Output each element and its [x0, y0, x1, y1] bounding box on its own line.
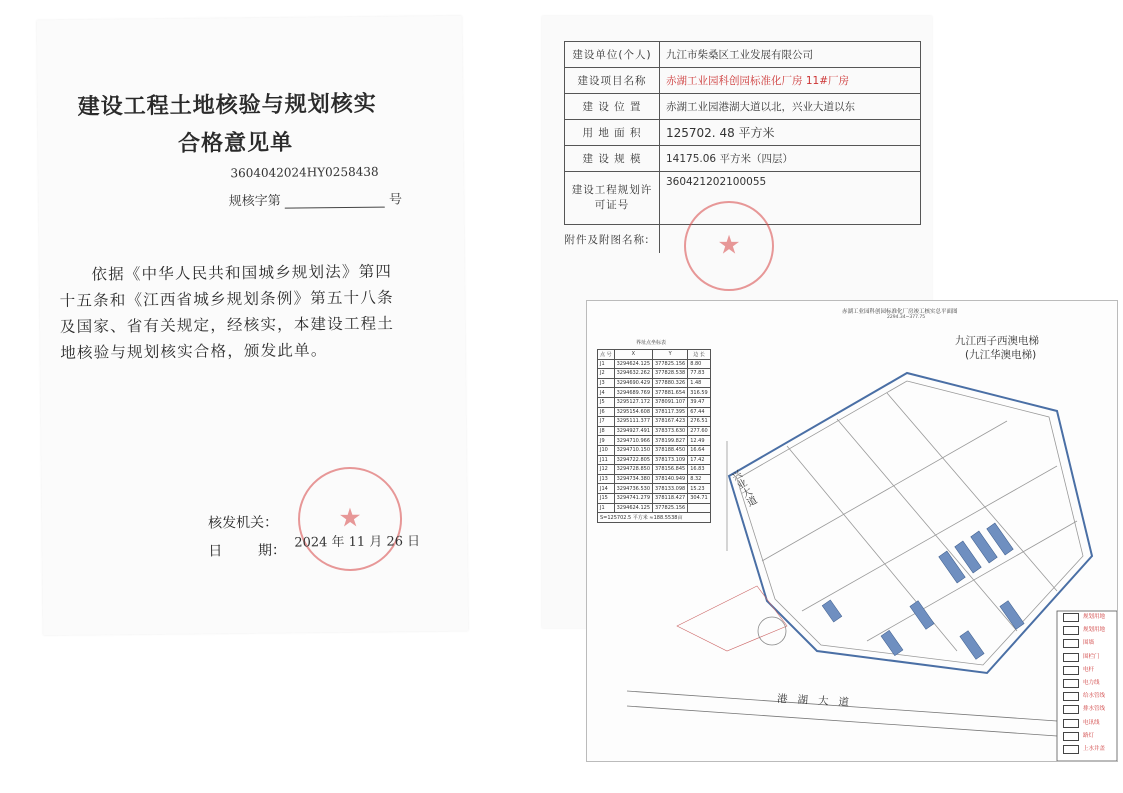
plaza-area	[677, 586, 787, 651]
point-x: 3294624.125	[614, 359, 652, 369]
edge-length: 77.83	[688, 369, 711, 379]
info-row	[565, 94, 921, 120]
point-id: J6	[598, 407, 615, 417]
point-y: 378199.827	[653, 436, 688, 446]
info-label: 用 地 面 积	[565, 120, 660, 146]
point-x: 3295111.377	[614, 417, 652, 427]
coord-row	[598, 426, 711, 436]
legend-label: 围栏门	[1083, 653, 1100, 660]
coord-row	[598, 474, 711, 484]
info-row	[565, 120, 921, 146]
info-row	[565, 146, 921, 172]
edge-length: 8.32	[688, 474, 711, 484]
coord-row	[598, 465, 711, 475]
point-x: 3294710.150	[614, 445, 652, 455]
coord-row	[598, 369, 711, 379]
legend-label: 路灯	[1083, 732, 1095, 739]
point-id: J13	[598, 474, 615, 484]
legend-swatch	[1063, 666, 1079, 675]
point-x: 3294689.769	[614, 388, 652, 398]
info-value: 125702. 48 平方米	[660, 120, 921, 146]
point-x: 3295154.608	[614, 407, 652, 417]
coord-row	[598, 445, 711, 455]
legend-label: 电讯线	[1083, 719, 1100, 726]
date-label: 日 期：	[208, 542, 287, 560]
point-id: J5	[598, 397, 615, 407]
certificate-title-line2: 合格意见单	[177, 130, 294, 157]
edge-length: 67.44	[688, 407, 711, 417]
legend-label: 排水管线	[1083, 706, 1106, 713]
legend-swatch	[1063, 719, 1079, 728]
issuer-label: 核发机关：	[207, 514, 279, 532]
legend-swatch	[1063, 653, 1079, 662]
body-line-3: 及国家、省有关规定，经核实，本建设工程土	[59, 314, 395, 337]
building-blocks	[822, 523, 1024, 659]
coord-row	[598, 359, 711, 369]
legend-swatch	[1063, 705, 1079, 714]
coord-footer-row	[598, 513, 711, 523]
edge-length: 16.83	[688, 465, 711, 475]
internal-road	[802, 466, 1057, 611]
coord-row	[598, 484, 711, 494]
legend-label: 电杆	[1083, 666, 1095, 673]
point-x: 3294734.380	[614, 474, 652, 484]
legend-swatch	[1063, 679, 1079, 688]
coord-row	[598, 388, 711, 398]
point-x: 3294722.805	[614, 455, 652, 465]
legend-label: 上水井盖	[1083, 746, 1106, 752]
point-x: 3294736.530	[614, 484, 652, 494]
internal-road	[762, 421, 1007, 561]
info-label: 建设单位(个人)	[565, 42, 660, 68]
point-id: J1	[598, 359, 615, 369]
edge-length: 8.80	[688, 359, 711, 369]
road-edge	[627, 706, 1057, 736]
roundabout	[758, 617, 786, 645]
approval-certificate	[37, 16, 468, 635]
legend-swatch	[1063, 626, 1079, 635]
point-y: 378117.395	[653, 407, 688, 417]
coord-row	[598, 417, 711, 427]
body-line-4: 地核验与规划核实合格，颁发此单。	[60, 341, 328, 363]
internal-road	[837, 419, 1017, 631]
point-x: 3294624.125	[614, 503, 652, 513]
edge-length: 1.48	[688, 378, 711, 388]
info-value: 九江市柴桑区工业发展有限公司	[660, 42, 921, 68]
coord-row	[598, 378, 711, 388]
point-y: 377880.326	[653, 378, 688, 388]
coord-table-body	[598, 359, 711, 513]
point-id: J12	[598, 465, 615, 475]
legend-label: 围墙	[1083, 640, 1095, 647]
point-y: 378091.107	[653, 397, 688, 407]
point-id: J1	[598, 503, 615, 513]
map-title: 赤湖工业园科创园标准化厂房竣工核实总平面图	[842, 309, 958, 315]
legend-label: 电力线	[1083, 680, 1100, 686]
edge-length: 316.59	[688, 388, 711, 398]
elevator-company-label-alt: (九江华澳电梯)	[965, 349, 1037, 361]
coordinate-table	[597, 349, 711, 523]
point-y: 378188.450	[653, 445, 688, 455]
point-id: J11	[598, 455, 615, 465]
point-y: 378118.427	[653, 493, 688, 503]
info-value: 360421202100055	[666, 176, 767, 188]
point-x: 3294927.491	[614, 426, 652, 436]
info-label: 建 设 位 置	[565, 94, 660, 120]
coord-header-row	[598, 350, 711, 360]
issue-date: 2024 年 11 月 26 日	[294, 534, 421, 551]
point-y: 377825.156	[653, 359, 688, 369]
point-x: 3295127.172	[614, 397, 652, 407]
point-y: 377881.654	[653, 388, 688, 398]
info-label: 附件及附图名称:	[565, 225, 660, 254]
point-y: 377825.156	[653, 503, 688, 513]
point-y: 378167.423	[653, 417, 688, 427]
point-id: J10	[598, 445, 615, 455]
certificate-body	[59, 259, 394, 366]
point-y: 378173.109	[653, 455, 688, 465]
seal-star-icon: ★	[717, 230, 741, 261]
legend-swatch	[1063, 692, 1079, 701]
info-value: 14175.06 平方米（四层）	[660, 146, 921, 172]
coord-header: 边 长	[688, 350, 711, 360]
edge-length	[688, 503, 711, 513]
point-id: J4	[598, 388, 615, 398]
coord-header: Y	[653, 350, 688, 360]
legend-swatch	[1063, 613, 1079, 622]
edge-length: 17.42	[688, 455, 711, 465]
info-label: 建 设 规 模	[565, 146, 660, 172]
info-value: 赤湖工业园科创园标准化厂房 11#厂房	[660, 68, 921, 94]
permit-suffix: 号	[388, 192, 403, 208]
map-subtitle: 2294.34~377.75	[887, 315, 926, 320]
point-y: 377828.538	[653, 369, 688, 379]
point-id: J9	[598, 436, 615, 446]
info-row	[565, 42, 921, 68]
permit-number-blank	[285, 195, 385, 209]
coord-row	[598, 407, 711, 417]
area-total: S=125702.5 平方米 ≈188.5538亩	[598, 513, 711, 523]
edge-length: 16.64	[688, 445, 711, 455]
point-x: 3294728.850	[614, 465, 652, 475]
edge-length: 12.49	[688, 436, 711, 446]
point-id: J3	[598, 378, 615, 388]
info-value: 赤湖工业园港湖大道以北，兴业大道以东	[660, 94, 921, 120]
info-label: 建设工程规划许可证号	[565, 172, 660, 225]
coord-header: X	[614, 350, 652, 360]
point-x: 3294690.429	[614, 378, 652, 388]
body-line-2: 十五条和《江西省城乡规划条例》第五十八条	[59, 288, 394, 311]
info-row	[565, 68, 921, 94]
coord-table-caption: 界址点坐标表	[635, 340, 666, 346]
coord-row	[598, 436, 711, 446]
edge-length: 276.51	[688, 417, 711, 427]
elevator-company-label: 九江西子西澳电梯	[955, 335, 1039, 347]
point-y: 378140.949	[653, 474, 688, 484]
edge-length: 277.60	[688, 426, 711, 436]
point-x: 3294710.966	[614, 436, 652, 446]
permit-prefix: 规核字第	[228, 193, 281, 210]
edge-length: 15.23	[688, 484, 711, 494]
certificate-title-line1: 建设工程土地核验与规划核实	[77, 91, 377, 120]
body-line-1: 依据《中华人民共和国城乡规划法》第四	[91, 262, 393, 284]
point-y: 378373.630	[653, 426, 688, 436]
edge-length: 39.47	[688, 397, 711, 407]
legend-swatch	[1063, 732, 1079, 741]
point-y: 378133.098	[653, 484, 688, 494]
official-seal	[297, 466, 402, 571]
point-x: 3294632.262	[614, 369, 652, 379]
road-label-ganghu: 港湖大道	[776, 692, 860, 710]
serial-number: 3604042024HY0258438	[230, 164, 379, 181]
permit-number-field	[229, 188, 403, 209]
coord-row	[598, 503, 711, 513]
seal-star-icon: ★	[338, 503, 362, 534]
point-id: J8	[598, 426, 615, 436]
coord-row	[598, 493, 711, 503]
legend-label: 规划用地	[1083, 614, 1106, 620]
point-x: 3294741.279	[614, 493, 652, 503]
point-id: J7	[598, 417, 615, 427]
edge-length: 304.71	[688, 493, 711, 503]
coord-header: 点 号	[598, 350, 615, 360]
point-id: J2	[598, 369, 615, 379]
planning-seal	[684, 201, 774, 291]
coord-row	[598, 397, 711, 407]
legend-swatch	[1063, 639, 1079, 648]
legend-label: 规划用地	[1083, 627, 1106, 634]
coord-row	[598, 455, 711, 465]
point-id: J15	[598, 493, 615, 503]
legend-swatch	[1063, 745, 1079, 754]
site-plan-map	[586, 300, 1118, 762]
road-label-xingye: 兴业大道	[727, 468, 758, 510]
legend-label: 给水管线	[1083, 693, 1106, 700]
point-id: J14	[598, 484, 615, 494]
point-y: 378156.845	[653, 465, 688, 475]
info-label: 建设项目名称	[565, 68, 660, 94]
